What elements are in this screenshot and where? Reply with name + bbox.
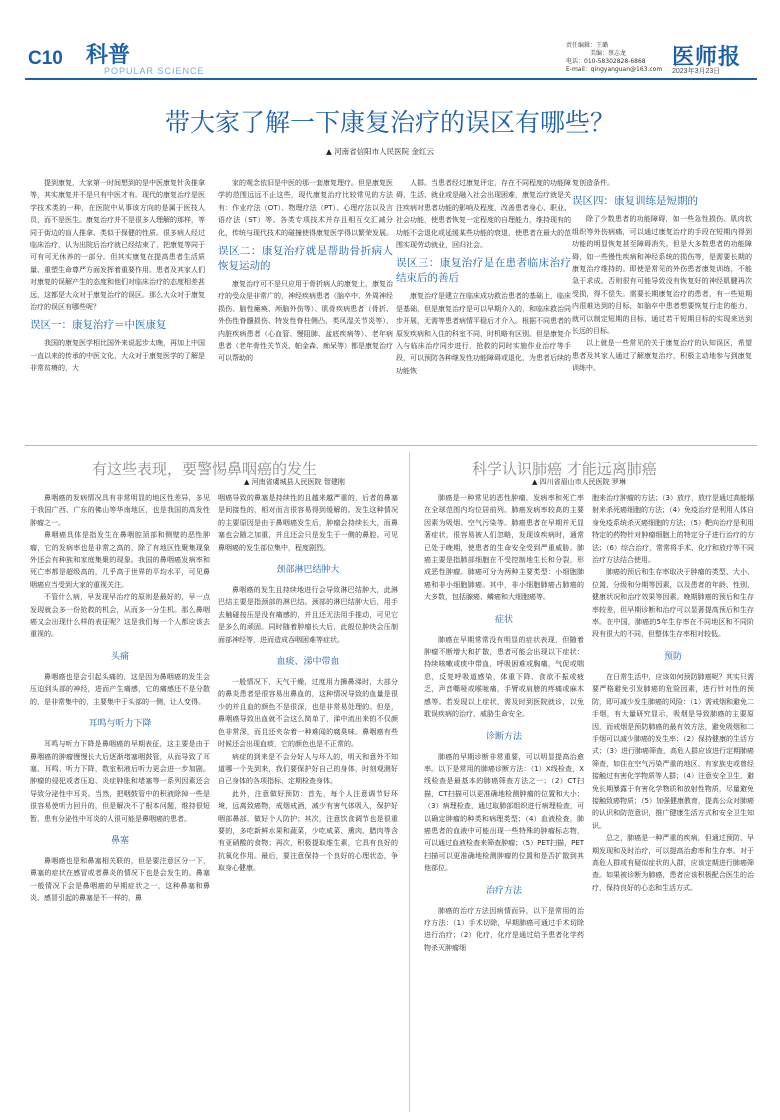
- paragraph: 总之，肺癌是一种严重的疾病，但通过预防、早期发现和及时治疗，可以提高治愈率和生存率。对于高危人群或有疑似症状的人群，应该定期进行肺癌筛查。如果被诊断为肺癌，患者应该积极配合医生的治疗，保持良好的心态和生活方式。: [592, 834, 754, 892]
- subheading: 预防: [663, 651, 682, 662]
- paragraph: 鼻咽癌也是和鼻塞相关联的，但是要注意区分一下，鼻塞的症状在感冒或者鼻炎的情况下也是会发生的。鼻塞一般情况下会是鼻咽癌的早期症状之一，这种鼻塞和鼻炎、感冒引起的鼻塞是不一样的，鼻: [30, 856, 210, 903]
- column-divider: [409, 452, 410, 1112]
- article3-column-1: [424, 492, 584, 1112]
- subheading: 症状: [494, 614, 513, 625]
- paragraph: 不管什么病，早发现早治疗的原则是最好的，早一点发现就会多一份抢救的机会，从而多一分生机。那么鼻咽癌又会出现什么样的表征呢？这是我们每一个人都应该去重视的。: [30, 593, 210, 639]
- paragraph: 除了少数患者的功能障碍，如一些急性损伤、肌肉软组织等外伤病痛，可以通过康复治疗的手段在短期内得到功能的明显恢复甚至障碍消失。但是大多数患者的功能障碍，如一些慢性疾病和神经系统的损伤等，是需要长期的康复治疗维持的。即使是常见的外伤患者康复训练，不能急于求成。否则很有可能导致没有恢复好的神经肌腱再次受损，得不偿失。需要长期康复治疗的患者，有一些短期内很难达到的目标，如脑卒中患者想要恢复行走的能力，就可以制定短期的目标，通过若干短期目标的实现来达到长远的目标。: [572, 215, 752, 336]
- article1-column-4: [572, 177, 752, 437]
- paragraph: 此外，注意做好预防：首先，每个人注意调节好环境，远离致癌物，戒烟戒酒，减少有害气体吸入，保护好咽部鼻部，做好个人防护；其次，注意饮食调节也是很重要的，多吃新鲜水果和蔬菜，少吃咸菜、熏肉、腊肉等含有亚硝酸的食物；再次，积极提取维生素，它具有良好的抗氧化作用。最后，要注意保持一个良好的心理状态，争取身心健康。: [218, 789, 398, 873]
- paragraph: 人群。当患者经过康复评定，存在不同程度的功能障碍，生活、就业或是融入社会出现困难，康复治疗就是关注疾病对患者功能的影响及程度，改善患者身心、职业、社会功能，使患者恢复一定程度的自理能力，维持现有的功能不会退化或延缓某些功能的衰退，使患者在最大的范围实现劳动就业，回归社会。: [396, 179, 571, 250]
- section-divider: [25, 445, 757, 446]
- editor-credit: 责任编辑：王璐: [566, 42, 609, 49]
- subheading: 诊断方法: [485, 731, 522, 742]
- article1-title: 带大家了解一下康复治疗的误区有哪些？: [164, 108, 615, 137]
- article1-column-1: [30, 177, 205, 437]
- paragraph: 一般情况下，天气干燥，过度用力擤鼻涕时，大部分的鼻炎患者是很容易出鼻血的，这种情况导致的血量是很少的并且血的颜色不是很深，也是非常易处理的。但是，鼻咽癌导致出血就不会这么简单了，涕中流出来的不仅颜色非常深，而且还夹杂着一种难闻的腐臭味。鼻咽癌有些时候还会出现血痰，它的颜色也是不正常的。: [218, 678, 398, 749]
- email-address: E-mail：qingyanguan@163.com: [566, 66, 663, 73]
- section-name-en: POPULAR SCIENCE: [104, 66, 205, 76]
- paragraph: 家的观念依旧是中医的那一套康复理疗。但是康复医学的范围远远不止这些，现代康复治疗比较常见的方法有：作业疗法（OT）、物理疗法（PT）、心理疗法以及言语疗法（ST）等。各类专项技术并存且相互交汇减分化，传统与现代技术的碰撞使得康复医学得以繁荣发展。: [218, 179, 393, 237]
- article1-column-2: [218, 177, 393, 437]
- paragraph: 康复治疗可不是只应用于骨折病人的康复上，康复治疗的受众是非常广的，神经疾病患者（脑卒中、外周神经损伤、脑性瘫痪、颅脑外伤等）、肌骨疾病患者（骨折、外伤性脊髓损伤、特发性脊柱侧凸、类风湿关节炎等）、内脏疾病患者（心血管、慢阻肺、盆底疾病等）、老年病患者（老年骨性关节炎、帕金森、痴呆等）都是康复治疗可以帮助的: [218, 280, 393, 363]
- header-rule: [25, 78, 757, 80]
- subheading: 头痛: [110, 651, 129, 662]
- section-name: 科普: [86, 43, 131, 68]
- paragraph: 肺癌的预后和生存率取决于肿瘤的类型、大小、位置、分级和分期等因素，以及患者的年龄、性别、健康状况和治疗效果等因素。晚期肺癌的预后和生存率较差，但早期诊断和治疗可以显著提高预后和生存率。在中国，肺癌的5年生存率在不同地区和不同阶段有很大的不同，但整体生存率相对较低。: [592, 568, 754, 639]
- paragraph: 鼻咽癌也是会引起头痛的，这是因为鼻咽癌的发生会压迫到头部的神经，进而产生痛感，它的痛感还不是分散的，是非常集中的，主要集中于头部的一侧，让人变得。: [30, 672, 210, 706]
- phone-number: 电话：010-58302828-6868: [566, 58, 646, 65]
- paragraph: 康复治疗是建立在临床成功救治患者的基础上，临床是基础，但是康复治疗是可以早期介入的，和临床救治同步开展，无需等患者病情平稳后才介入。根据不同患者的原发疾病和入住的科室不同，时机略有区别。但是康复介入与临床治疗同步进行，抢救的同时实施作业治疗等手段，可以预防各种继发性功能障碍或退化，为患者后续的功能恢: [396, 292, 571, 375]
- paragraph: 病症的到来是不会分好人与坏人的，明天和意外不知道哪一个先到来，我们要保护好自己的身体，时刻观测好自己身体的各项指标，定期检查身体。: [218, 752, 398, 786]
- designer-credit: 美编：蔡志龙: [590, 50, 627, 57]
- subheading: 误区四：康复训练是短期的: [572, 195, 698, 208]
- paragraph: 耳鸣与听力下降是鼻咽癌的早期表征，这主要是由于鼻咽癌的肿瘤慢慢长大后逐渐堵塞咽鼓管，从而导致了耳塞、耳鸣、听力下降，数室积液后听力更会进一步加剧。肿瘤的侵犯或者压迫、炎症肿胀和堵塞等一系列因素还会导致分泌性中耳炎。当然，把咽鼓管中的积液除掉一些是很容易使听力回升的，但是解决不了根本问题，维持很短暂，患有分泌性中耳炎的人很可能是鼻咽癌的患者。: [30, 740, 210, 823]
- article2-title: 有这些表现，要警惕鼻咽癌的发生: [92, 460, 318, 478]
- paragraph: 复创造条件。: [572, 179, 614, 187]
- subheading: 误区一：康复治疗＝中医康复: [30, 319, 167, 332]
- article3-column-2: [592, 492, 754, 1112]
- paragraph: 鼻咽癌的发生且持续地进行会导致淋巴结肿大，此淋巴结主要是指颈部的淋巴结。颈部的淋巴结肿大后，用手去触碰按压是没有痛感的，并且还无法用手推动，可见它是多么的顽固。同时随着肿瘤长大后，此般位肿块会压制面部神经等，进而造成吞咽困难等症状。: [218, 586, 398, 644]
- paragraph: 我国的康复医学相比国外来说起步太晚，再加上中国一直以来的传承的中医文化，大众对于康复医学的了解是非常贫瘠的，大: [30, 339, 205, 373]
- paragraph: 咽癌导致的鼻塞是持续性的且越来越严重的，后者的鼻塞是间接性的，相对而言很容易得到缓解的。发生这种情况的主要原因是由于鼻咽癌发生后，肿瘤会持续长大，而鼻塞也会随之加重，并且还会只是发生于一侧的鼻腔。可见鼻咽癌的发生部位集中，程度剧烈。: [218, 494, 398, 552]
- paragraph: 鼻咽癌的发病情况具有非常明显的地区性差异，多见于我国广西、广东的佛山等华南地区，也是我国的高发性肿瘤之一。: [30, 494, 210, 527]
- article1-column-3: [396, 177, 571, 437]
- subheading: 误区三：康复治疗是在患者临床治疗结束后的善后: [396, 257, 571, 285]
- subheading: 颈部淋巴结肿大: [276, 565, 340, 576]
- article2-column-1: [30, 492, 210, 1112]
- page-number: C10: [28, 48, 63, 69]
- paragraph: 肺癌的治疗方法因病情而异，以下是常用的治疗方法：（1）手术切除，早期肺癌可通过手术切除进行治疗；（2）化疗，化疗是通过给予患者化学药物杀灭肿瘤细: [424, 906, 584, 952]
- newspaper-logo: 医师报: [672, 44, 742, 70]
- article3-byline: ▲ 四川省眉山市人民医院 罗琳: [532, 478, 626, 486]
- paragraph: 肺癌的早期诊断非常重要，可以明显提高治愈率。以下是常用的肺癌诊断方法：（1）X线检查，X线检查是最基本的肺癌筛查方法之一；（2）CT扫描，CT扫描可以更准确地检测肿瘤的位置和大小；（3）病理检查，通过取肺部组织进行病理检查，可以确定肿瘤的种类和病理类型；（4）血液检查，肺癌患者的血液中可能出现一些特殊的肿瘤标志物，可以通过血液检查来筛查肿瘤；（5）PET扫描，PET扫描可以更准确地检测肿瘤的位置和是否扩散到其他部位。: [424, 752, 584, 873]
- article2-byline: ▲ 河南省虞城县人民医院 智建刚: [244, 478, 345, 486]
- paragraph: 在日常生活中，应该如何预防肺癌呢？其实只需要严格避免引发肺癌的危险因素，进行针对性的预防，即可减少发生肺癌的风险：（1）需戒烟和避免二手烟，有大量研究显示，吸烟是导致肺癌的主要原因，而戒烟是预防肺癌的最有效方法，避免吸烟和二手烟可以减少肺癌的发生率；（2）保持健康的生活方式；（3）进行肺癌筛查，高危人群应该进行定期肺癌筛查，如住在空气污染严重的地区、有家族史或曾经接触过有害化学物质等人群；（4）注意安全卫生，避免长期暴露于有害化学物质和放射性物质，尽量避免接触致癌物质；（5）加强健康教育，提高公众对肺癌的认识和防范意识，推广健康生活方式和安全卫生知识。: [592, 672, 754, 830]
- article3-title: 科学认识肺癌 才能远离肺癌: [472, 460, 657, 478]
- subheading: 耳鸣与听力下降: [88, 719, 152, 730]
- subheading: 血痰、涕中带血: [276, 657, 340, 668]
- article2-column-2: [218, 492, 398, 1112]
- paragraph: 胞来治疗肿瘤的方法；（3）放疗，放疗是通过高能辐射来杀死癌细胞的方法；（4）免疫治疗是利用人体自身免疫系统杀灭癌细胞的方法；（5）靶向治疗是利用特定的药物针对肿瘤细胞上的特定分子进行治疗的方法；（6）综合治疗，常常将手术、化疗和放疗等不同治疗方法结合使用。: [592, 494, 754, 565]
- subheading: 误区二：康复治疗就是帮助骨折病人恢复运动的: [218, 245, 393, 273]
- paragraph: 以上就是一些常见的关于康复治疗的认知误区，希望患者及其家人通过了解康复治疗，积极主动地参与到康复训练中。: [572, 339, 752, 373]
- paragraph: 肺癌在早期常常没有明显的症状表现，但随着肿瘤不断增大和扩散，患者可能会出现以下症状：持续咳嗽或痰中带血，呼吸困难或胸痛，气促或喘息，反复呼吸道感染，体重下降、食欲不振或疲乏，声音嘶哑或喉咙痛，手臂或肩膀的疼痛或麻木感等。若发现以上症状，需及时到医院就诊，以免耽误疾病的治疗，威胁生命安全。: [424, 635, 584, 719]
- paragraph: 肺癌是一种常见的恶性肿瘤，发病率和死亡率在全球范围内均位居前列。肺癌发病率较高的主要因素为吸烟、空气污染等。肺癌患者在早期并无显著症状，很容易被人们忽略，发现该疾病时，通常已处于晚期，使患者的生命安全受到严重威胁。肺癌主要是指肺部细胞在不受控制地生长和分裂，形成恶性肿瘤。肺癌可分为两种主要类型：小细胞肺癌和非小细胞肺癌。其中，非小细胞肺癌占肺癌的大多数，包括腺癌、鳞癌和大细胞癌等。: [424, 494, 584, 602]
- article1-byline: ▲ 河南省信阳市人民医院 金红云: [326, 147, 435, 156]
- issue-date: 2023年3月23日: [672, 68, 721, 75]
- page-header: [0, 0, 780, 80]
- subheading: 治疗方法: [485, 885, 522, 896]
- paragraph: 鼻咽癌具体是指发生在鼻咽腔顶部和侧壁的恶性肿瘤，它的发病率也是非常之高的，除了有地区性聚集现象外还会有种族和家庭集聚的现象。我国的鼻咽癌发病率和死亡率都是超级高的，几乎高于世界的平均水平，可见鼻咽癌应当受到大家的重视关注。: [30, 531, 210, 589]
- subheading: 鼻塞: [110, 835, 129, 846]
- paragraph: 提到康复，大家第一时间想到的是中医康复针灸推拿等，其实康复并不是只有中医才有。现代的康复治疗是医学技术类的一种，在医院中从事该方向的是属于医技人员，而不是医生。康复治疗并不是很多人理解的那样，等同于街边的盲人推拿、类似于保健的性质。很多病人经过临床治疗，认为出院后治疗就已经结束了，把康复等同于可有可无休养的一部分。但其实康复在提高患者生活质量、重塑生命尊严方面发挥着重要作用。患者及其家人们对康复的误解产生的态度和他们对临床治疗的态度相差甚远，这都是大众对于康复治疗的误区。那么大众对于康复治疗的误区有哪些呢？: [30, 179, 205, 312]
